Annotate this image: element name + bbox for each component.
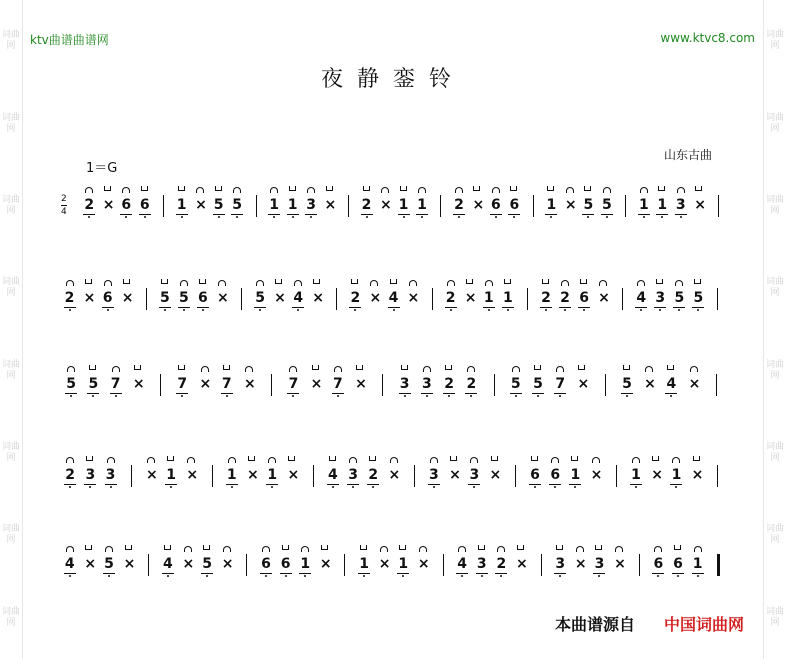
rest-mark: × [325,197,335,213]
rest-mark: × [222,556,232,572]
rest-mark: × [614,556,624,572]
side-watermark: 词曲网 [1,359,20,381]
barline [160,374,161,396]
note-digit: 1 [267,467,277,483]
note-digit: 2 [454,197,464,213]
barline [717,465,718,487]
note-digit: 4 [457,556,467,572]
score-line-2 [0,290,786,350]
time-signature-top: 2 [61,194,67,204]
note-digit: 5 [674,290,684,306]
note-digit: 3 [422,376,432,392]
note-digit: 6 [509,197,519,213]
note-digit: 5 [255,290,265,306]
barline [494,374,495,396]
note-digit: 1 [269,197,279,213]
note-digit: 1 [288,197,298,213]
note-digit: 3 [594,556,604,572]
rest-mark: × [369,290,379,306]
note-digit: 1 [227,467,237,483]
barline [515,465,516,487]
note-digit: 5 [66,376,76,392]
rest-mark: × [591,467,601,483]
note-digit: 1 [693,556,703,572]
rest-mark: × [124,556,134,572]
barline [625,195,626,217]
note-digit: 1 [570,467,580,483]
barline [241,288,242,310]
rest-mark: × [84,290,94,306]
note-digit: 2 [368,467,378,483]
note-digit: 6 [530,467,540,483]
rest-mark: × [133,376,143,392]
side-watermark: 词曲网 [765,112,784,134]
note-digit: 3 [469,467,479,483]
note-digit: 3 [676,197,686,213]
score-line-4 [0,467,786,527]
rest-mark: × [274,290,284,306]
note-digit: 5 [160,290,170,306]
note-digit: 4 [666,376,676,392]
note-digit: 5 [602,197,612,213]
barline [256,195,257,217]
rest-mark: × [146,467,156,483]
score-line-1 [0,194,786,257]
note-digit: 1 [484,290,494,306]
note-digit: 5 [232,197,242,213]
final-barline [717,554,720,576]
composer-credit: 山东古曲 [664,148,713,162]
note-digit: 2 [65,290,75,306]
side-watermark: 词曲网 [1,194,20,216]
rest-mark: × [217,290,227,306]
barline [163,195,164,217]
side-watermark: 词曲网 [1,442,20,464]
note-digit: 4 [65,556,75,572]
note-digit: 3 [429,467,439,483]
side-watermark: 词曲网 [765,194,784,216]
note-digit: 5 [202,556,212,572]
rest-mark: × [472,197,482,213]
rest-mark: × [84,556,94,572]
rest-mark: × [103,197,113,213]
rest-mark: × [651,467,661,483]
note-digit: 5 [88,376,98,392]
note-digit: 1 [639,197,649,213]
barline [336,288,337,310]
rest-mark: × [287,467,297,483]
barline [716,374,717,396]
key-signature: 1＝G [86,161,118,176]
note-digit: 4 [163,556,173,572]
rest-mark: × [379,556,389,572]
note-digit: 6 [121,197,131,213]
note-digit: 6 [198,290,208,306]
barline [246,554,247,576]
note-digit: 1 [671,467,681,483]
note-digit: 1 [417,197,427,213]
rest-mark: × [183,556,193,572]
rest-mark: × [490,467,500,483]
note-digit: 7 [288,376,298,392]
note-digit: 7 [333,376,343,392]
rest-mark: × [355,376,365,392]
note-digit: 4 [389,290,399,306]
note-digit: 2 [466,376,476,392]
rest-mark: × [575,556,585,572]
note-digit: 2 [444,376,454,392]
note-digit: 3 [106,467,116,483]
side-watermark: 词曲网 [765,30,784,52]
barline [344,554,345,576]
rest-mark: × [694,197,704,213]
note-digit: 3 [477,556,487,572]
rest-mark: × [195,197,205,213]
note-digit: 3 [348,467,358,483]
side-watermark: 词曲网 [765,442,784,464]
rest-mark: × [516,556,526,572]
side-watermark: 词曲网 [1,30,20,52]
note-digit: 1 [398,556,408,572]
source-label: 本曲谱源自 [555,615,636,634]
note-digit: 2 [541,290,551,306]
note-digit: 2 [350,290,360,306]
barline [718,195,719,217]
score-line-3 [0,376,786,436]
note-digit: 4 [293,290,303,306]
rest-mark: × [598,290,608,306]
note-digit: 6 [281,556,291,572]
barline [533,195,534,217]
source-site-link[interactable]: 中国词曲网 [664,615,745,634]
barline [541,554,542,576]
barline [148,554,149,576]
note-digit: 5 [693,290,703,306]
barline [639,554,640,576]
rest-mark: × [247,467,257,483]
note-digit: 6 [673,556,683,572]
note-digit: 3 [306,197,316,213]
site-watermark-left: ktv曲谱曲谱网 [30,33,109,47]
note-digit: 6 [261,556,271,572]
site-url[interactable]: www.ktvc8.com [660,31,755,45]
barline [271,374,272,396]
barline [382,374,383,396]
note-digit: 4 [328,467,338,483]
note-digit: 2 [496,556,506,572]
barline [432,288,433,310]
note-digit: 7 [222,376,232,392]
barline [212,465,213,487]
note-digit: 5 [104,556,114,572]
note-digit: 5 [622,376,632,392]
rest-mark: × [312,290,322,306]
side-watermark: 词曲网 [765,524,784,546]
note-digit: 1 [657,197,667,213]
rest-mark: × [244,376,254,392]
note-digit: 2 [446,290,456,306]
rest-mark: × [577,376,587,392]
note-digit: 1 [631,467,641,483]
rest-mark: × [311,376,321,392]
side-watermark: 词曲网 [1,112,20,134]
note-digit: 6 [579,290,589,306]
note-digit: 3 [655,290,665,306]
note-digit: 5 [511,376,521,392]
rest-mark: × [565,197,575,213]
note-digit: 1 [399,197,409,213]
note-digit: 3 [400,376,410,392]
note-digit: 1 [177,197,187,213]
rest-mark: × [418,556,428,572]
rest-mark: × [200,376,210,392]
note-digit: 5 [179,290,189,306]
note-digit: 6 [103,290,113,306]
note-digit: 1 [359,556,369,572]
note-digit: 7 [111,376,121,392]
barline [414,465,415,487]
rest-mark: × [122,290,132,306]
note-digit: 7 [555,376,565,392]
rest-mark: × [380,197,390,213]
rest-mark: × [186,467,196,483]
note-digit: 6 [491,197,501,213]
time-signature-bottom: 4 [61,207,67,217]
barline [622,288,623,310]
barline [443,554,444,576]
note-digit: 6 [550,467,560,483]
note-digit: 5 [533,376,543,392]
note-digit: 4 [636,290,646,306]
barline [348,195,349,217]
rest-mark: × [465,290,475,306]
note-digit: 1 [166,467,176,483]
rest-mark: × [320,556,330,572]
barline [146,288,147,310]
barline [131,465,132,487]
note-digit: 2 [65,467,75,483]
note-digit: 3 [555,556,565,572]
note-digit: 2 [362,197,372,213]
barline [440,195,441,217]
note-digit: 2 [560,290,570,306]
rest-mark: × [408,290,418,306]
rest-mark: × [449,467,459,483]
barline [717,288,718,310]
note-digit: 1 [503,290,513,306]
side-watermark: 词曲网 [1,524,20,546]
barline [616,465,617,487]
note-digit: 3 [85,467,95,483]
score-title: 夜静銮铃 [320,67,465,92]
note-digit: 2 [84,197,94,213]
side-watermark: 词曲网 [765,277,784,299]
note-digit: 6 [653,556,663,572]
note-digit: 6 [140,197,150,213]
rest-mark: × [689,376,699,392]
side-watermark: 词曲网 [765,606,784,628]
barline [313,465,314,487]
note-digit: 1 [546,197,556,213]
barline [605,374,606,396]
note-digit: 1 [300,556,310,572]
note-digit: 5 [214,197,224,213]
side-watermark: 词曲网 [1,606,20,628]
note-digit: 7 [177,376,187,392]
note-digit: 5 [583,197,593,213]
rest-mark: × [644,376,654,392]
rest-mark: × [692,467,702,483]
barline [527,288,528,310]
side-watermark: 词曲网 [1,277,20,299]
rest-mark: × [389,467,399,483]
score-line-5 [0,556,786,616]
side-watermark: 词曲网 [765,359,784,381]
